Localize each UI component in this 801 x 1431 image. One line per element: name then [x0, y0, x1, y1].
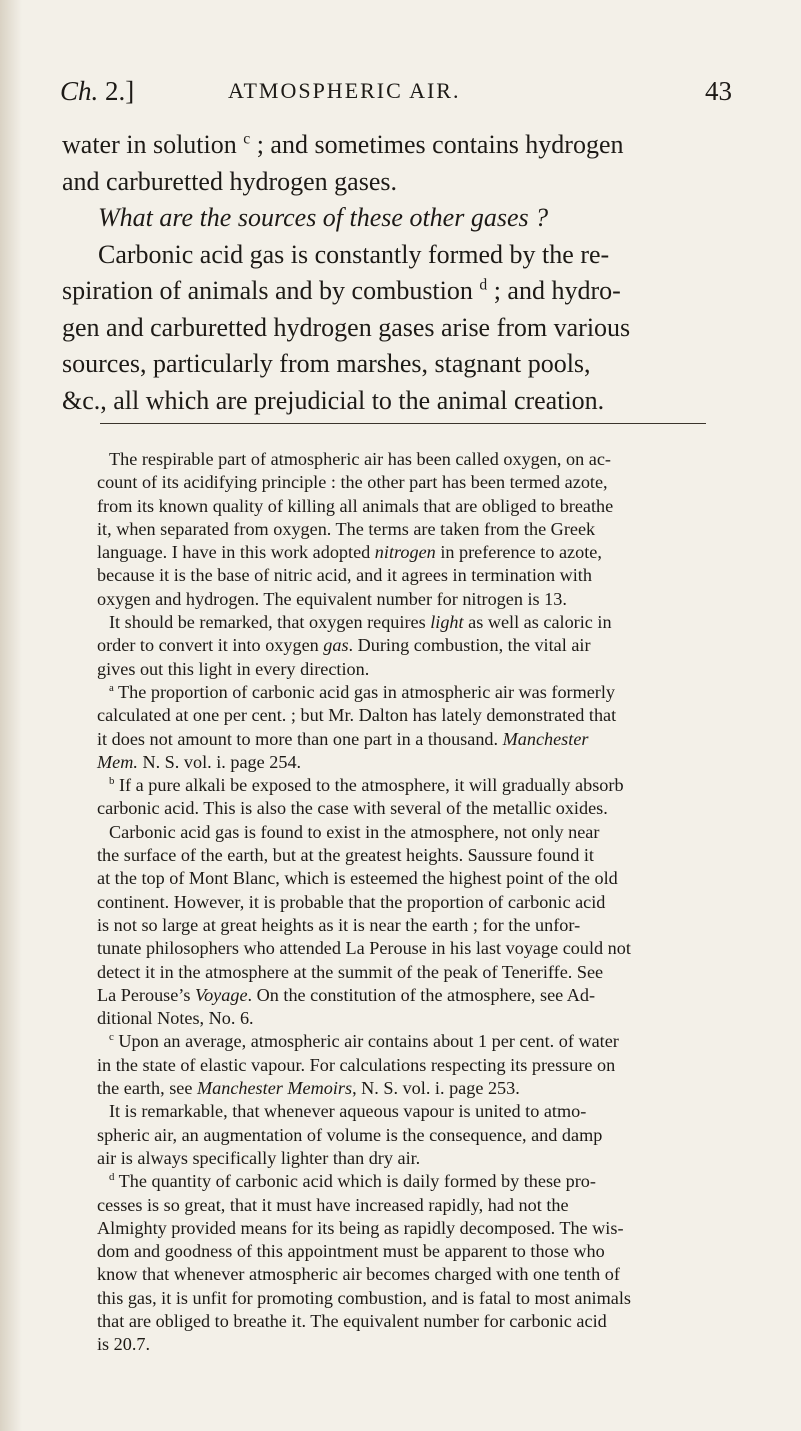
footnote-line: Almighty provided means for its being as rapidly decomposed. The wis-	[97, 1217, 624, 1238]
main-text	[62, 127, 752, 419]
footnote-line	[97, 611, 715, 634]
text-span: . On the constitution of the atmosphere, see Ad-	[247, 984, 596, 1005]
text-span: Upon an average, atmospheric air contains about 1 per cent. of water	[113, 1031, 619, 1052]
footnote-line: the surface of the earth, but at the greatest heights. Saussure found it	[97, 845, 594, 866]
italic-span: gas	[323, 635, 349, 656]
text-span: the earth, see	[97, 1078, 197, 1099]
text-span: ; and sometimes contains hydrogen	[250, 130, 624, 159]
footnote-line	[97, 984, 715, 1007]
footnotes	[97, 448, 715, 1357]
footnote-line	[97, 728, 715, 751]
chapter-number: 2.]	[105, 76, 135, 106]
text-span: as well as caloric in	[463, 612, 612, 633]
footnote-marker-a: a	[109, 681, 114, 694]
footnote-line: The respirable part of atmospheric air has been called oxygen, on ac-	[109, 449, 611, 469]
footnote-ref-c: c	[243, 130, 251, 148]
footnote-line: at the top of Mont Blanc, which is esteemed the highest point of the old	[97, 868, 618, 889]
text-span: If a pure alkali be exposed to the atmosphere, it will gradually absorb	[114, 775, 624, 796]
footnote-line: tunate philosophers who attended La Perouse in his last voyage could not	[97, 938, 631, 959]
chapter-reference	[60, 76, 134, 107]
text-line	[62, 273, 752, 310]
italic-span: Manchester	[502, 728, 589, 749]
text-line: sources, particularly from marshes, stagnant pools,	[62, 349, 591, 378]
text-span: order to convert it into oxygen	[97, 635, 324, 656]
page-gutter-shadow	[0, 0, 22, 1431]
footnote-line: air is always specifically lighter than dry air.	[97, 1147, 421, 1168]
italic-span: Manchester Memoirs	[196, 1078, 353, 1099]
footnote-line: in the state of elastic vapour. For calculations respecting its pressure on	[97, 1054, 616, 1075]
footnote-line: It is remarkable, that whenever aqueous vapour is united to atmo-	[109, 1101, 587, 1122]
text-span: The proportion of carbonic acid gas in atmospheric air was formerly	[113, 681, 616, 702]
text-line: &c., all which are prejudicial to the animal creation.	[62, 385, 605, 415]
footnote-line: know that whenever atmospheric air becomes charged with one tenth of	[97, 1264, 620, 1285]
text-span: it does not amount to more than one part in a thousand.	[97, 728, 503, 749]
text-span: ; and hydro-	[487, 276, 621, 305]
footnote-line: from its known quality of killing all animals that are obliged to breathe	[97, 495, 614, 516]
page-number: 43	[705, 76, 732, 106]
footnote-ref-d: d	[479, 276, 488, 294]
footnote-line: dom and goodness of this appointment must be apparent to those who	[97, 1241, 605, 1262]
footnote-marker-c: c	[109, 1031, 114, 1044]
footnote-line: is 20.7.	[97, 1334, 151, 1355]
text-line: and carburetted hydrogen gases.	[62, 166, 397, 196]
question-line	[62, 200, 752, 237]
footnote-line: detect it in the atmosphere at the summit of the peak of Teneriffe. See	[97, 961, 604, 982]
footnote-line: spheric air, an augmentation of volume is the consequence, and damp	[97, 1124, 603, 1145]
footnote-marker-b: b	[109, 775, 115, 788]
italic-span: nitrogen	[374, 542, 436, 563]
chapter-abbrev: Ch.	[60, 76, 99, 106]
text-line: gen and carburetted hydrogen gases arise from various	[62, 312, 631, 342]
italic-span: Mem.	[97, 751, 138, 772]
text-line	[62, 127, 752, 164]
text-span: in preference to azote,	[435, 542, 602, 563]
text-line: Carbonic acid gas is constantly formed by the re-	[98, 239, 610, 269]
question-text: What are the sources of these other gases ?	[98, 203, 549, 232]
footnote-c	[97, 1030, 715, 1053]
footnote-line	[97, 751, 715, 774]
text-span: La Perouse’s	[97, 984, 195, 1005]
running-title: ATMOSPHERIC AIR.	[228, 78, 461, 103]
footnote-line: calculated at one per cent. ; but Mr. Dalton has lately demonstrated that	[97, 705, 617, 726]
footnote-line	[97, 634, 715, 657]
footnote-line: count of its acidifying principle : the other part has been termed azote,	[97, 472, 608, 493]
footnote-b	[97, 774, 715, 797]
text-span: N. S. vol. i. page 254.	[137, 751, 302, 772]
footnote-line: cesses is so great, that it must have increased rapidly, had not the	[97, 1194, 569, 1215]
italic-span: light	[430, 612, 464, 633]
running-header	[0, 76, 801, 116]
text-span: spiration of animals and by combustion	[62, 276, 480, 305]
footnote-line: is not so large at great heights as it is near the earth ; for the unfor-	[97, 914, 581, 935]
italic-span: Voyage	[195, 984, 248, 1005]
text-span: language. I have in this work adopted	[97, 542, 375, 563]
footnote-line: carbonic acid. This is also the case with several of the metallic oxides.	[97, 798, 608, 819]
footnote-line: it, when separated from oxygen. The terms are taken from the Greek	[97, 518, 596, 539]
text-span: , N. S. vol. i. page 253.	[352, 1078, 520, 1099]
footnote-line: continent. However, it is probable that the proportion of carbonic acid	[97, 891, 606, 912]
footnote-marker-d: d	[109, 1171, 115, 1184]
text-span: It should be remarked, that oxygen requires	[109, 612, 431, 633]
text-span: . During combustion, the vital air	[348, 635, 591, 656]
footnote-line: ditional Notes, No. 6.	[97, 1008, 254, 1029]
text-span: The quantity of carbonic acid which is daily formed by these pro-	[114, 1171, 596, 1192]
footnote-line: oxygen and hydrogen. The equivalent number for nitrogen is 13.	[97, 588, 567, 609]
footnote-line: because it is the base of nitric acid, and it agrees in termination with	[97, 565, 592, 586]
footnote-line: this gas, it is unfit for promoting combustion, and is fatal to most animals	[97, 1287, 631, 1308]
footnote-d	[97, 1170, 715, 1193]
text-span: water in solution	[62, 130, 244, 159]
footnote-line	[97, 1077, 715, 1100]
footnote-divider	[100, 423, 706, 424]
footnote-line: Carbonic acid gas is found to exist in the atmosphere, not only near	[109, 821, 600, 842]
footnote-line: that are obliged to breathe it. The equivalent number for carbonic acid	[97, 1310, 607, 1331]
footnote-line	[97, 541, 715, 564]
footnote-a	[97, 681, 715, 704]
footnote-line: gives out this light in every direction.	[97, 658, 370, 679]
